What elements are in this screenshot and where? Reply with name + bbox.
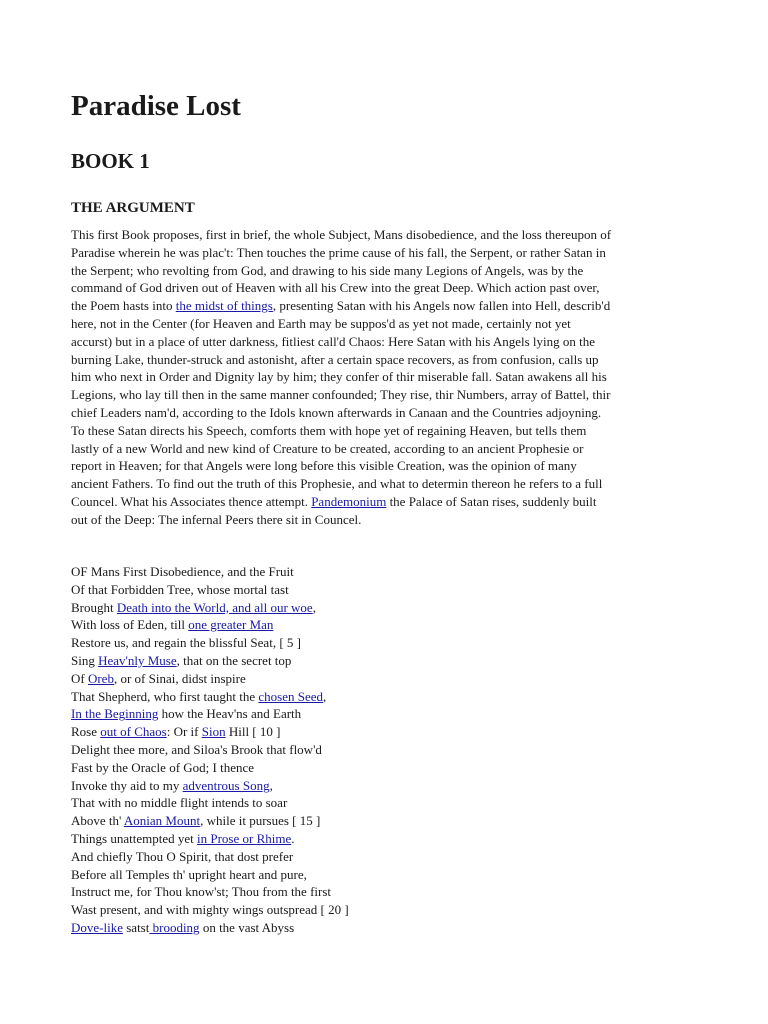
text-segment: him who next in Order and Dignity lay by him; they confer of thir miserable fall. Satan awakens all his [71,369,607,385]
poem-line [71,688,349,706]
text-segment: report in Heaven; for that Angels were long before this visible Creation, was the opinion of many [71,458,577,474]
text-segment: , that on the secret top [176,652,292,668]
poem-line [71,883,349,901]
text-segment: Before all Temples th' upright heart and pure, [71,866,307,882]
text-segment: satst [122,919,150,935]
text-segment: To these Satan directs his Speech, comforts them with hope yet of regaining Heaven, but tells them [71,422,587,438]
poem-line [71,670,349,688]
poem-line [71,759,349,777]
argument-line [71,244,703,262]
text-segment: lastly of a new World and new kind of Creature to be created, according to an ancient Prophesie or [71,440,584,456]
text-segment: the Palace of Satan rises, suddenly built [386,493,597,509]
link-in-prose-or-rhime[interactable]: in Prose or Rhime [197,830,292,846]
argument-heading: THE ARGUMENT [71,200,195,216]
text-segment: the Poem hasts into [71,298,176,314]
text-segment: here, not in the Center (for Heaven and Earth may be suppos'd as yet not made, certainly not yet [71,315,571,331]
poem-line [71,705,349,723]
text-segment: Of that Forbidden Tree, whose mortal tast [71,581,289,597]
link-pandemonium[interactable]: Pandemonium [311,493,387,509]
poem-line [71,830,349,848]
text-segment: accurst) but in a place of utter darkness, fitliest call'd Chaos: Here Satan with his Angels lying on the [71,333,596,349]
poem-line [71,777,349,795]
link-sion[interactable]: Sion [201,724,226,740]
text-segment: Wast present, and with mighty wings outspread [ 20 ] [71,902,349,918]
text-segment: Delight thee more, and Siloa's Brook that flow'd [71,741,322,757]
argument-line [71,422,703,440]
link-adventrous-song[interactable]: adventrous Song [182,777,270,793]
argument-line [71,262,703,280]
poem-line [71,634,349,652]
text-segment: ancient Fathers. To find out the truth of this Prophesie, and what to determin thereon he refers to a full [71,476,603,492]
argument-line [71,226,703,244]
text-segment: That with no middle flight intends to soar [71,795,288,811]
link-in-the-beginning[interactable]: In the Beginning [71,706,159,722]
argument-line [71,457,703,475]
link-aonian-mount[interactable]: Aonian Mount [123,813,201,829]
argument-line [71,440,703,458]
argument-paragraph [71,226,703,529]
link-heav-nly-muse[interactable]: Heav'nly Muse [98,652,177,668]
text-segment: Brought [71,599,117,615]
link-oreb[interactable]: Oreb [87,670,114,686]
argument-line [71,351,703,369]
text-segment: , while it pursues [ 15 ] [200,813,321,829]
link-out-of-chaos[interactable]: out of Chaos [100,724,167,740]
text-segment: how the Heav'ns and Earth [158,706,302,722]
argument-line [71,475,703,493]
text-segment: : Or if [166,724,202,740]
poem-line [71,794,349,812]
poem-line [71,866,349,884]
poem-line [71,848,349,866]
text-segment: chief Leaders nam'd, according to the Idols known afterwards in Canaan and the Countries adjoyning. [71,404,602,420]
link-chosen-seed[interactable]: chosen Seed [258,688,324,704]
text-segment: Above th' [71,813,124,829]
text-segment: on the vast Abyss [199,919,295,935]
text-segment: , [323,688,327,704]
argument-line [71,511,703,529]
poem-line [71,599,349,617]
text-segment: Councel. What his Associates thence attempt. [71,493,312,509]
poem-line [71,563,349,581]
poem-text [71,563,349,937]
poem-line [71,919,349,937]
argument-line [71,386,703,404]
poem-line [71,723,349,741]
argument-line [71,404,703,422]
text-segment: That Shepherd, who first taught the [71,688,259,704]
text-segment: Sing [71,652,99,668]
text-segment: , [269,777,273,793]
text-segment: burning Lake, thunder-struck and astonisht, after a certain space recovers, as from confusion, calls up [71,351,599,367]
text-segment: command of God driven out of Heaven with all his Crew into the great Deep. Which action past over, [71,280,600,296]
argument-line [71,279,703,297]
text-segment: Things unattempted yet [71,830,198,846]
text-segment: , [312,599,316,615]
poem-line [71,901,349,919]
text-segment: Fast by the Oracle of God; I thence [71,759,255,775]
argument-line [71,333,703,351]
text-segment: Rose [71,724,101,740]
link-dove-like[interactable]: Dove-like [71,919,123,935]
poem-line [71,652,349,670]
text-segment: Invoke thy aid to my [71,777,183,793]
text-segment: , or of Sinai, didst inspire [113,670,246,686]
book-heading: BOOK 1 [71,149,150,173]
poem-line [71,741,349,759]
text-segment: , presenting Satan with his Angels now fallen into Hell, describ'd [272,298,611,314]
link-death-into-the-world-and-all-our-woe[interactable]: Death into the World, and all our woe [116,599,313,615]
text-segment: This first Book proposes, first in brief, the whole Subject, Mans disobedience, and the loss thereupon of [71,227,612,242]
argument-line [71,368,703,386]
text-segment: Of [71,670,88,686]
text-segment: the Serpent; who revolting from God, and drawing to his side many Legions of Angels, was by the [71,262,584,278]
text-segment: Paradise wherein he was plac't: Then touches the prime cause of his fall, the Serpent, or rather Satan in [71,244,606,260]
link-one-greater-man[interactable]: one greater Man [188,617,274,633]
text-segment: And chiefly Thou O Spirit, that dost prefer [71,848,294,864]
poem-line [71,616,349,634]
text-segment: Hill [ 10 ] [225,724,281,740]
text-segment: out of the Deep: The infernal Peers there sit in Councel. [71,511,362,527]
poem-line [71,581,349,599]
argument-line [71,297,703,315]
argument-line [71,315,703,333]
argument-line [71,493,703,511]
text-segment: Restore us, and regain the blissful Seat, [ 5 ] [71,635,301,651]
text-segment: Legions, who lay till then in the same manner confounded; They rise, thir Numbers, array of Battel, thir [71,387,611,403]
text-segment: . [291,830,295,846]
link-the-midst-of-things[interactable]: the midst of things [175,298,273,314]
text-segment: Instruct me, for Thou know'st; Thou from the first [71,884,332,900]
link-brooding[interactable]: brooding [149,919,200,935]
text-segment: OF Mans First Disobedience, and the Fruit [71,564,294,579]
page-title: Paradise Lost [71,90,241,122]
text-segment: With loss of Eden, till [71,617,189,633]
poem-line [71,812,349,830]
